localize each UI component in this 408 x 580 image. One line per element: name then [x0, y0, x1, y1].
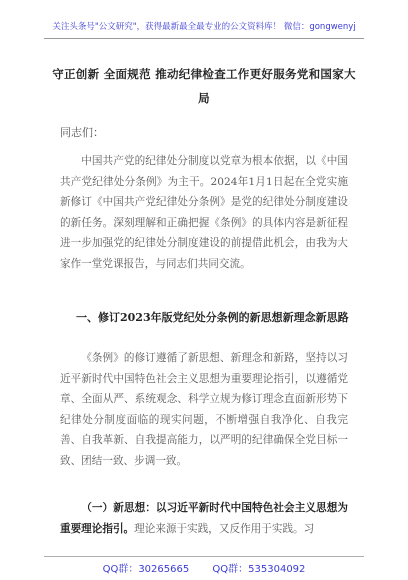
footer-qq-group-1: QQ群：30265665 — [102, 564, 190, 575]
section-heading-1: 一、修订2023年版党纪处分条例的新思想新理念新思路 — [76, 311, 349, 324]
paragraph-subsection-1 — [60, 498, 348, 539]
subsection-text-1: 理论来源于实践，又反作用于实践。习 — [134, 522, 315, 535]
document-title: 守正创新 全面规范 推动纪律检查工作更好服务党和国家大局 — [52, 67, 356, 105]
footer-qq-group-2: QQ群：535304092 — [212, 564, 306, 575]
header-banner: 关注头条号"公文研究"，获得最新最全最专业的公文资料库！ 微信：gongwenyj — [52, 22, 356, 32]
footer-divider — [44, 556, 364, 557]
subsection-heading-1: （一）新思想：以习近平新时代中国特色社会主义思想为重要理论指引。 — [60, 502, 348, 535]
footer — [0, 560, 408, 575]
header-divider — [44, 38, 364, 39]
salutation: 同志们： — [60, 126, 104, 139]
paragraph-intro: 中国共产党的纪律处分制度以党章为根本依据，以《中国共产党纪律处分条例》为主干。2024年1月1日起在全党实施新修订《中国共产党纪律处分条例》是党的纪律处分制度建设的新任务。深刻理解和正确把握《条例》的具体内容是新征程进一步加强党的纪律处分制度建设的前提借此机会，由我为大家作一堂党课报告，与同志们共同交流。 — [60, 155, 348, 270]
paragraph-section-1: 《条例》的修订遵循了新思想、新理念和新路，坚持以习近平新时代中国特色社会主义思想为重要理论指引，以遵循党章、全面从严、系统观念、科学立规为修订理念直面新形势下纪律处分制度面临的现实问题，不断增强自我净化、自我完善、自我革新、自我提高能力，以严明的纪律确保全党目标一致、团结一致、步调一致。 — [60, 352, 348, 467]
